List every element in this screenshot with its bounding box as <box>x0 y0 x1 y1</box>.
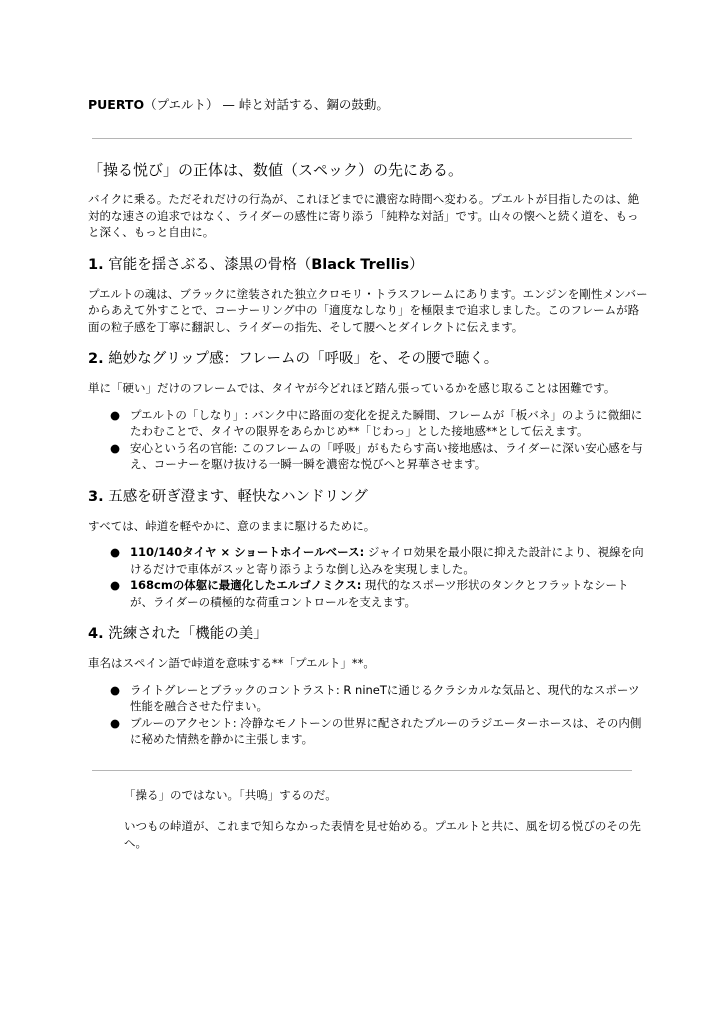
section-paragraph: プエルトの魂は、ブラックに塗装された独立クロモリ・トラスフレームにあります。エンジンを剛性メンバーからあえて外すことで、コーナーリング中の「適度なしなり」を極限まで追求しました。このフレームが路面の粒子感を丁寧に翻訳し、ライダーの指先、そして腰へとダイレクトに伝えます。 <box>88 286 648 334</box>
section-title-tail: ） <box>409 256 424 273</box>
title-brand: PUERTO <box>88 97 145 112</box>
list-item <box>110 407 648 440</box>
section-heading <box>88 487 648 508</box>
section-heading <box>88 255 648 276</box>
section-number: 2. <box>88 351 104 367</box>
bullet-text: 現代的なスポーツ形状のタンクとフラットなシートが、ライダーの積極的な荷重コントロールを支えます。 <box>130 578 629 609</box>
bullet-text: ジャイロ効果を最小限に抑えた設計により、視線を向けるだけで車体がスッと寄り添うような倒し込みを実現しました。 <box>130 545 644 576</box>
bullet-icon: ● <box>110 715 121 730</box>
bullet-icon: ● <box>110 682 121 697</box>
bullet-label: 110/140タイヤ × ショートホイールベース: <box>130 545 365 559</box>
section-number: 1. <box>88 256 104 273</box>
section-title: 洗練された「機能の美」 <box>108 626 268 642</box>
bullet-list <box>88 544 648 610</box>
divider <box>92 770 632 771</box>
bullet-label: 安心という名の官能: <box>130 440 238 455</box>
bullet-icon: ● <box>110 545 121 559</box>
bullet-label: ライトグレーとブラックのコントラスト: <box>130 682 340 697</box>
bullet-list <box>88 407 648 473</box>
list-item <box>110 440 648 473</box>
bullet-text: 冷静なモノトーンの世界に配されたブルーのラジエーターホースは、その内側に秘めた情熱を静かに主張します。 <box>130 715 642 746</box>
section-title: 官能を揺さぶる、漆黒の骨格（ <box>108 256 312 273</box>
section-paragraph: 単に「硬い」だけのフレームでは、タイヤが今どれほど踏ん張っているかを感じ取ることは困難です。 <box>88 381 616 395</box>
section-heading <box>88 624 648 645</box>
bullet-icon: ● <box>110 440 121 455</box>
bullet-text: このフレームの「呼吸」がもたらす高い接地感は、ライダーに深い安心感を与え、コーナーを駆け抜ける一瞬一瞬を濃密な悦びへと昇華させます。 <box>130 440 643 471</box>
bullet-icon: ● <box>110 578 121 592</box>
bullet-text: R nineTに通じるクラシカルな気品と、現代的なスポーツ性能を融合させた佇まい。 <box>130 682 640 713</box>
section-number: 3. <box>88 488 104 505</box>
closing-line-1: 「操る」のではない。「共鳴」するのだ。 <box>124 787 337 802</box>
closing-line-2: いつもの峠道が、これまで知らなかった表情を見せ始める。プエルトと共に、風を切る悦びのその先へ。 <box>124 818 641 850</box>
document-page <box>88 96 648 852</box>
section-paragraph: 車名はスペイン語で峠道を意味する**「プエルト」**。 <box>88 656 375 670</box>
lead-heading: 「操る悦び」の正体は、数値（スペック）の先にある。 <box>88 161 464 179</box>
document-title <box>88 96 648 114</box>
title-subtitle: （プエルト） — 峠と対話する、鋼の鼓動。 <box>144 97 389 112</box>
list-item <box>110 544 648 577</box>
list-item <box>110 577 648 610</box>
closing-block <box>124 787 648 852</box>
section-title: 絶妙なグリップ感：フレームの「呼吸」を、その腰で聴く。 <box>108 351 499 367</box>
bullet-icon: ● <box>110 407 121 422</box>
section-paragraph: すべては、峠道を軽やかに、意のままに駆けるために。 <box>88 518 376 533</box>
bullet-text: バンク中に路面の変化を捉えた瞬間、フレームが「板バネ」のように微細にたわむことで、タイヤの限界をあらかじめ**「じわっ」とした接地感**として伝えます。 <box>130 407 643 438</box>
section-title-en: Black Trellis <box>311 256 410 273</box>
list-item <box>110 682 648 715</box>
section-title: 五感を研ぎ澄ます、軽快なハンドリング <box>108 488 368 505</box>
divider <box>92 138 632 139</box>
section-heading <box>88 349 648 370</box>
bullet-list <box>88 682 648 748</box>
bullet-label: ブルーのアクセント: <box>130 715 237 730</box>
section-number: 4. <box>88 626 104 642</box>
bullet-label: 168cmの体躯に最適化したエルゴノミクス: <box>130 578 362 592</box>
lead-paragraph: バイクに乗る。ただそれだけの行為が、これほどまでに濃密な時間へ変わる。プエルトが目指したのは、絶対的な速さの追求ではなく、ライダーの感性に寄り添う「純粋な対話」です。山々の懐へと続く道を、もっと深く、もっと自由に。 <box>88 192 640 239</box>
bullet-label: プエルトの「しなり」: <box>130 407 249 422</box>
list-item <box>110 715 648 748</box>
